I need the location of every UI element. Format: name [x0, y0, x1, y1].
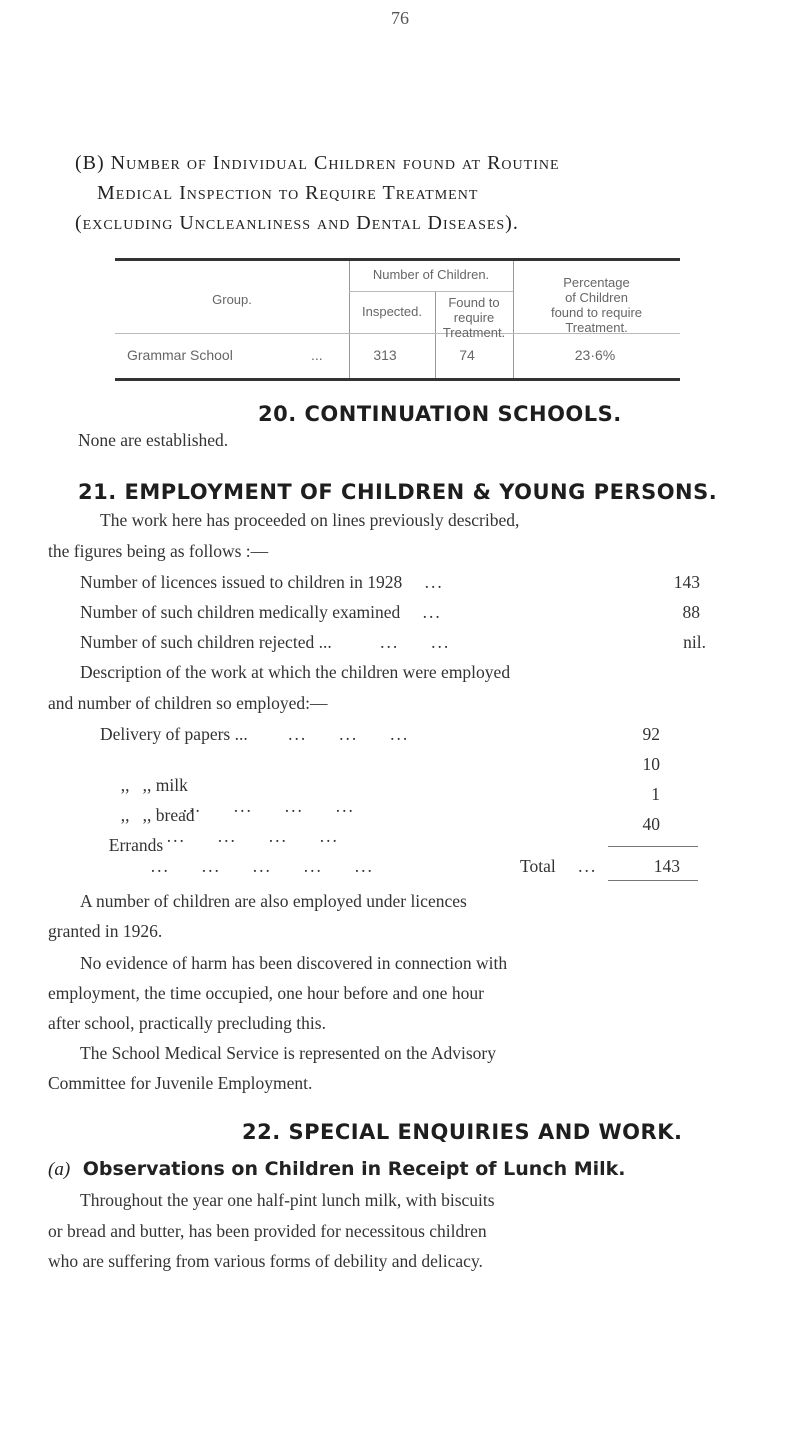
- row-leader: ...: [311, 347, 323, 363]
- section-21-title: 21. EMPLOYMENT OF CHILDREN & YOUNG PERSONS.: [78, 480, 718, 504]
- section-21-intro-1: The work here has proceeded on lines previously described,: [100, 510, 520, 530]
- stat-value-licences: 143: [673, 572, 700, 592]
- header-text: Treatment.: [442, 325, 506, 340]
- work-row-papers: [100, 724, 409, 745]
- row-found: 74: [459, 347, 475, 363]
- header-number-of-children: Number of Children.: [372, 267, 490, 282]
- para-licences-1926-line-2: granted in 1926.: [48, 921, 163, 941]
- section-22a-heading: [48, 1158, 626, 1181]
- para-harm-line-1: No evidence of harm has been discovered in connection with: [80, 953, 508, 973]
- section-20-title: 20. CONTINUATION SCHOOLS.: [258, 402, 622, 426]
- stat-row-examined: [80, 602, 442, 623]
- row-inspected: 313: [373, 347, 397, 363]
- section-22a-line-1: Throughout the year one half-pint lunch milk, with biscuits: [80, 1190, 495, 1210]
- para-harm-line-2: employment, the time occupied, one hour before and one hour: [48, 983, 484, 1003]
- dot-leader: ... ... ... ...: [182, 796, 355, 816]
- stat-row-licences: [80, 572, 444, 593]
- subsection-title: Observations on Children in Receipt of Lunch Milk.: [82, 1158, 626, 1180]
- treatment-table: [115, 258, 680, 381]
- total-row: [520, 856, 597, 877]
- stat-label: Number of such children medically examined: [80, 602, 401, 622]
- work-row-errands: [100, 814, 374, 877]
- stat-row-rejected: [80, 632, 450, 653]
- dot-leader: ... ...: [380, 632, 451, 652]
- header-text: of Children: [565, 290, 628, 305]
- header-percentage: [513, 275, 680, 335]
- table-divider: [349, 291, 513, 292]
- dot-leader: ...: [578, 856, 598, 876]
- work-value-bread: 1: [651, 784, 660, 804]
- description-line-1: Description of the work at which the children were employed: [80, 662, 511, 682]
- work-value-milk: 10: [642, 754, 660, 774]
- para-licences-1926-line-1: A number of children are also employed under licences: [80, 891, 467, 911]
- total-rule: [608, 846, 698, 847]
- section-22-title: 22. SPECIAL ENQUIRIES AND WORK.: [242, 1120, 683, 1144]
- work-value-errands: 40: [642, 814, 660, 834]
- header-group: Group.: [212, 292, 252, 307]
- header-text: Treatment.: [565, 320, 628, 335]
- header-text: found to require: [550, 305, 643, 320]
- work-value-papers: 92: [642, 724, 660, 744]
- page-number: 76: [391, 8, 409, 28]
- para-harm-line-3: after school, practically precluding this.: [48, 1013, 326, 1033]
- stat-label: Number of such children rejected ...: [80, 632, 332, 652]
- total-value: 143: [653, 856, 680, 876]
- header-found-to-require: [435, 295, 513, 340]
- row-group: Grammar School: [127, 347, 233, 363]
- dot-leader: ...: [424, 572, 444, 592]
- dot-leader: ... ... ... ... ...: [150, 856, 374, 876]
- section-20-body: None are established.: [78, 430, 229, 450]
- header-text: require: [453, 310, 495, 325]
- dot-leader: ... ... ... ...: [166, 826, 339, 846]
- section-21-intro-2: the figures being as follows :—: [48, 541, 269, 561]
- row-percentage: 23·6%: [574, 347, 616, 363]
- stat-value-examined: 88: [682, 602, 700, 622]
- total-label: Total: [520, 856, 556, 876]
- header-text: Found to: [448, 295, 500, 310]
- section-b-heading: [75, 148, 775, 238]
- subsection-label: (a): [48, 1159, 71, 1180]
- total-rule: [608, 880, 698, 881]
- para-advisory-line-1: The School Medical Service is represented on the Advisory: [80, 1043, 497, 1063]
- stat-label: Number of licences issued to children in 1928: [80, 572, 403, 592]
- work-label: ,, ,, milk: [120, 775, 188, 795]
- header-text: Percentage: [563, 275, 630, 290]
- dot-leader: ... ... ...: [288, 724, 410, 744]
- para-advisory-line-2: Committee for Juvenile Employment.: [48, 1073, 313, 1093]
- section-22a-line-2: or bread and butter, has been provided for necessitous children: [48, 1221, 487, 1241]
- heading-line-1: (B) Number of Individual Children found at Routine: [75, 152, 560, 174]
- heading-line-2: Medical Inspection to Require Treatment: [97, 182, 479, 204]
- heading-line-3: (excluding Uncleanliness and Dental Diseases).: [75, 212, 519, 234]
- section-22a-line-3: who are suffering from various forms of debility and delicacy.: [48, 1251, 483, 1271]
- work-label: Delivery of papers ...: [100, 724, 248, 744]
- work-label: ,, ,, bread: [120, 805, 195, 825]
- description-line-2: and number of children so employed:—: [48, 693, 328, 713]
- stat-value-rejected: nil.: [683, 632, 706, 652]
- work-label: Errands: [108, 835, 164, 855]
- header-inspected: Inspected.: [362, 304, 422, 319]
- dot-leader: ...: [422, 602, 442, 622]
